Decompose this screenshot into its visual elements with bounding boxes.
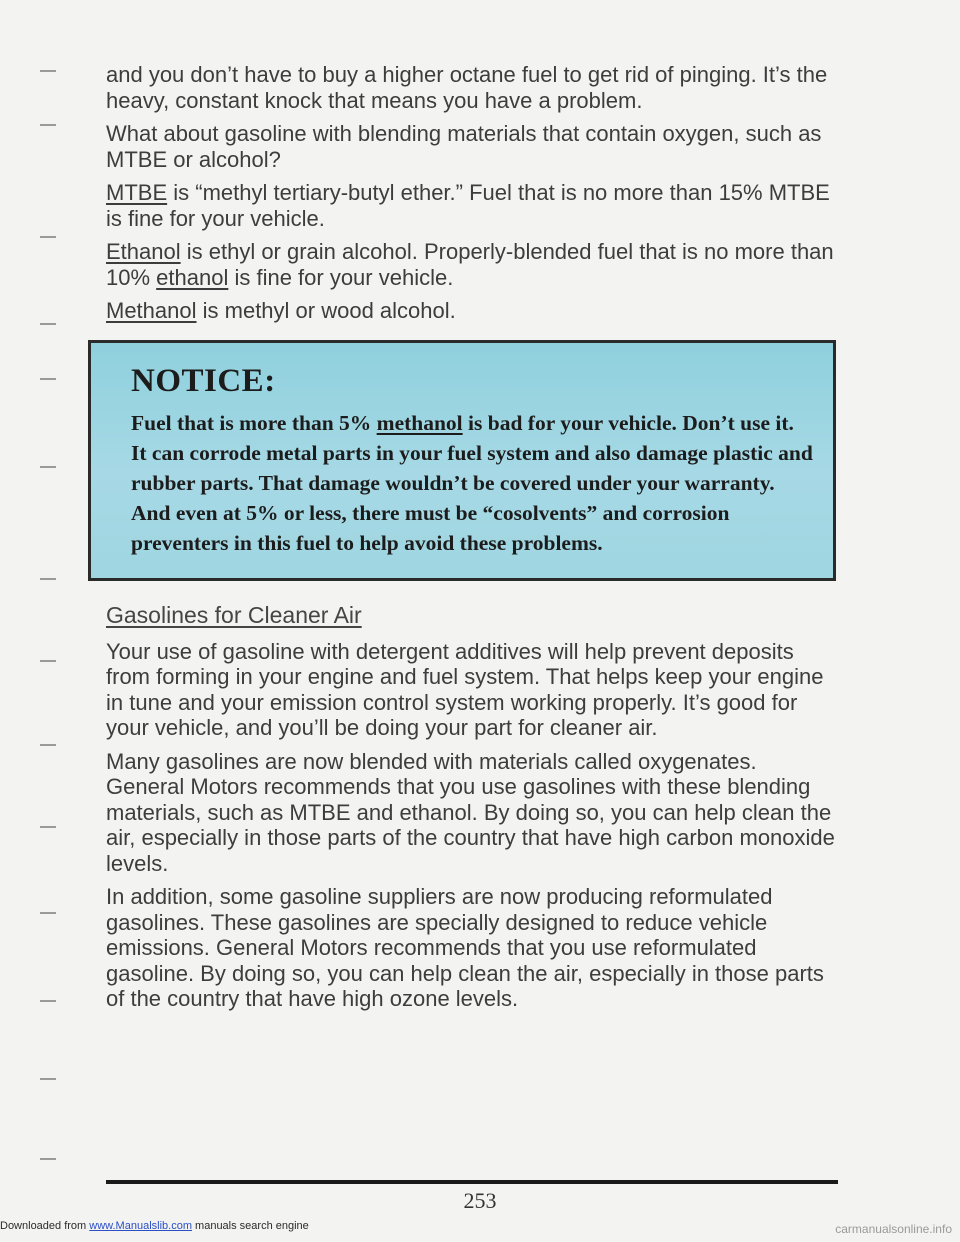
section-heading — [106, 599, 836, 629]
mtbe-definition: is “methyl tertiary-butyl ether.” Fuel that is no more than 15% MTBE is fine for your vehicle. — [106, 180, 830, 231]
notice-term-methanol: methanol — [376, 411, 463, 435]
paragraph-oxygenates: Many gasolines are now blended with materials called oxygenates. General Motors recommends that you use gasolines with these blending materials, such as MTBE and ethanol. By doing so, you can help clean the air, especially in those parts of the country that have high carbon monoxide levels. — [106, 748, 835, 876]
ethanol-definition: is ethyl or grain alcohol. Properly-blended fuel that is no more than 10% — [106, 239, 834, 290]
notice-text — [131, 408, 813, 558]
section-heading-text: Gasolines for Cleaner Air — [106, 602, 362, 628]
paragraph-ethanol — [106, 239, 836, 290]
margin-mark — [40, 826, 56, 828]
margin-mark — [40, 578, 56, 580]
margin-mark — [40, 70, 56, 72]
margin-mark — [40, 1000, 56, 1002]
manualslib-link[interactable]: www.Manualslib.com — [89, 1220, 192, 1232]
notice-title: NOTICE: — [131, 362, 276, 399]
paragraph-detergent: Your use of gasoline with detergent additives will help prevent deposits from forming in your engine and fuel system. That helps keep your engine in tune and your emission control system working properly. It’s good for your vehicle, and you’ll be doing your part for cleaner air. — [106, 638, 824, 740]
margin-mark — [40, 378, 56, 380]
margin-mark — [40, 466, 56, 468]
term-methanol: Methanol — [106, 298, 197, 323]
watermark: carmanualsonline.info — [835, 1222, 952, 1236]
term-ethanol-inline: ethanol — [156, 264, 229, 290]
download-prefix: Downloaded from — [0, 1220, 90, 1232]
footer-rule — [106, 1180, 838, 1184]
ethanol-definition-end: is fine for your vehicle. — [228, 264, 454, 290]
margin-mark — [40, 744, 56, 746]
margin-mark — [40, 1078, 56, 1080]
page-body — [106, 62, 836, 1020]
margin-mark — [40, 323, 56, 325]
paragraph-methanol — [106, 298, 836, 324]
margin-mark — [40, 236, 56, 238]
download-suffix: manuals search engine — [191, 1220, 309, 1232]
page-number: 253 — [463, 1188, 497, 1213]
term-mtbe: MTBE — [106, 180, 168, 205]
paragraph-pinging: and you don’t have to buy a higher octane fuel to get rid of pinging. It’s the heavy, constant knock that means you have a problem. — [106, 62, 828, 113]
notice-text-start: Fuel that is more than 5% — [131, 411, 377, 435]
paragraph-mtbe — [106, 180, 836, 231]
margin-mark — [40, 912, 56, 914]
notice-text-end: is bad for your vehicle. Don’t use it. It can corrode metal parts in your fuel system and also damage plastic and rubber parts. That damage wouldn’t be covered under your warranty. And even at 5% or less, there must be “cosolvents” and corrosion preventers in this fuel to help avoid these problems. — [131, 411, 813, 555]
paragraph-blending-question: What about gasoline with blending materials that contain oxygen, such as MTBE or alcohol? — [106, 121, 822, 172]
term-ethanol: Ethanol — [106, 239, 181, 264]
margin-mark — [40, 124, 56, 126]
margin-mark — [40, 1158, 56, 1160]
download-notice — [0, 1220, 309, 1232]
margin-mark — [40, 660, 56, 662]
paragraph-reformulated: In addition, some gasoline suppliers are now producing reformulated gasolines. These gasolines are specially designed to reduce vehicle emissions. General Motors recommends that you use reformulated gasoline. By doing so, you can help clean the air, especially in those parts of the country that have high ozone levels. — [106, 884, 824, 1011]
notice-box — [88, 340, 836, 582]
methanol-definition: is methyl or wood alcohol. — [196, 298, 456, 323]
